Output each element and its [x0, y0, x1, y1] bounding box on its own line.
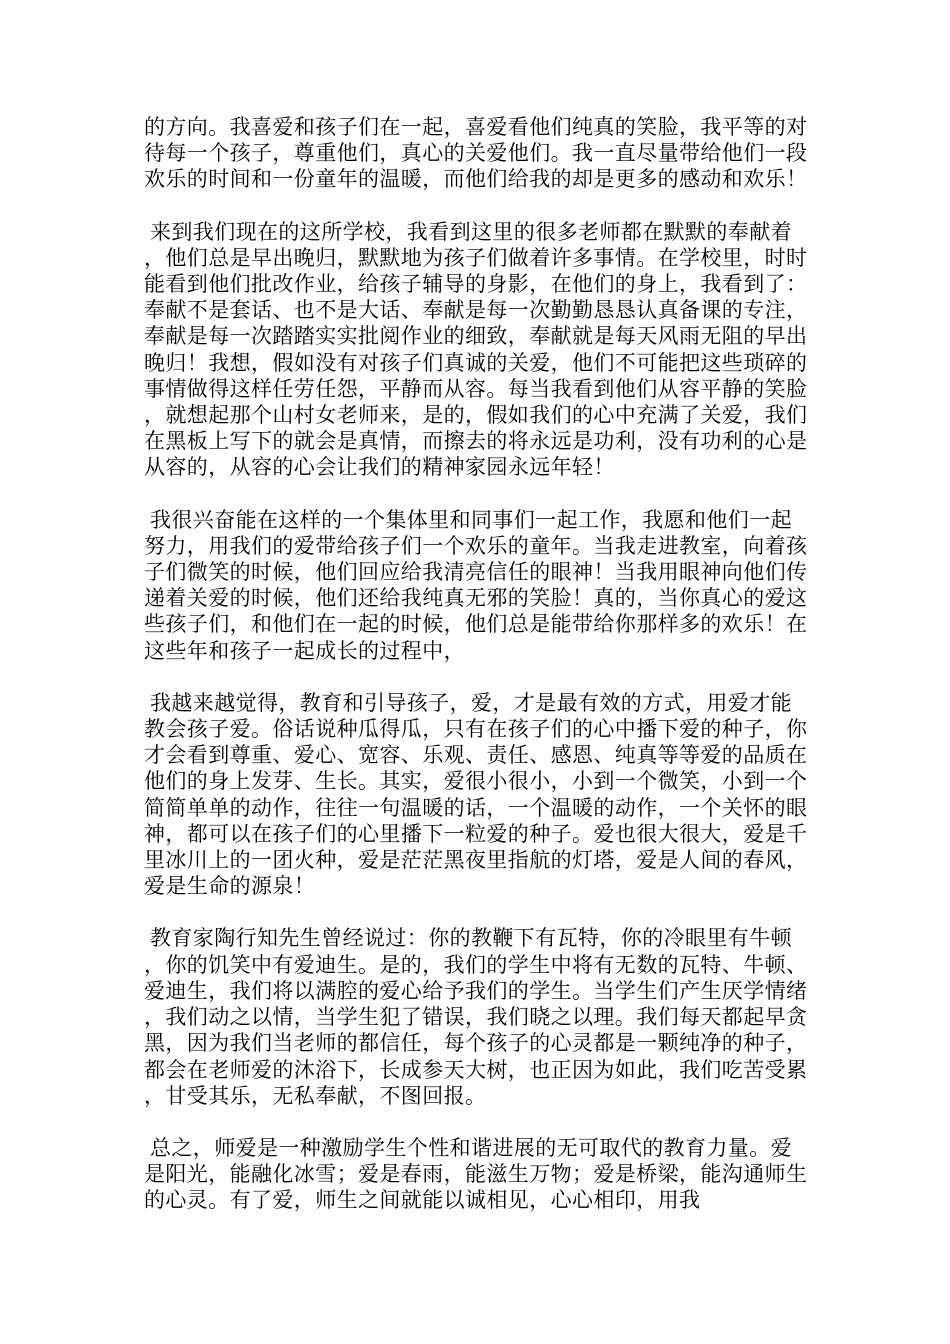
paragraph-4: 我越来越觉得，教育和引导孩子，爱，才是最有效的方式，用爱才能教会孩子爱。俗话说种瓜得瓜，只有在孩子们的心中播下爱的种子，你才会看到尊重、爱心、宽容、乐观、责任、感恩、纯真等等爱的品质在他们的身上发芽、生长。其实，爱很小很小，小到一个微笑，小到一个简简单单的动作，往往一句温暖的话，一个温暖的动作，一个关怀的眼神，都可以在孩子们的心里播下一粒爱的种子。爱也很大很大，爱是千里冰川上的一团火种，爱是茫茫黑夜里指航的灯塔，爱是人间的春风，爱是生命的源泉！	[144, 690, 808, 899]
paragraph-5: 教育家陶行知先生曾经说过：你的教鞭下有瓦特，你的冷眼里有牛顿，你的饥笑中有爱迪生。是的，我们的学生中将有无数的瓦特、牛顿、爱迪生，我们将以满腔的爱心给予我们的学生。当学生们产生厌学情绪，我们动之以情，当学生犯了错误，我们晓之以理。我们每天都起早贪黑，因为我们当老师的都信任，每个孩子的心灵都是一颗纯净的种子，都会在老师爱的沐浴下，长成参天大树，也正因为如此，我们吃苦受累，甘受其乐，无私奉献，不图回报。	[144, 926, 808, 1108]
paragraph-2: 来到我们现在的这所学校，我看到这里的很多老师都在默默的奉献着，他们总是早出晚归，默默地为孩子们做着许多事情。在学校里，时时能看到他们批改作业，给孩子辅导的身影，在他们的身上，我看到了：奉献不是套话、也不是大话、奉献是每一次勤勤恳恳认真备课的专注，奉献是每一次踏踏实实批阅作业的细致，奉献就是每天风雨无阻的早出晚归！我想，假如没有对孩子们真诚的关爱，他们不可能把这些琐碎的事情做得这样任劳任怨，平静而从容。每当我看到他们从容平静的笑脸，就想起那个山村女老师来，是的，假如我们的心中充满了关爱，我们在黑板上写下的就会是真情，而擦去的将永远是功利，没有功利的心是从容的，从容的心会让我们的精神家园永远年轻！	[144, 219, 808, 480]
document-body	[144, 114, 809, 1240]
paragraph-6: 总之，师爱是一种激励学生个性和谐进展的无可取代的教育力量。爱是阳光，能融化冰雪；爱是春雨，能滋生万物；爱是桥梁，能沟通师生的心灵。有了爱，师生之间就能以诚相见，心心相印，用我	[144, 1135, 808, 1213]
paragraph-3: 我很兴奋能在这样的一个集体里和同事们一起工作，我愿和他们一起努力，用我们的爱带给孩子们一个欢乐的童年。当我走进教室，向着孩子们微笑的时候，他们回应给我清亮信任的眼神！当我用眼神向他们传递着关爱的时候，他们还给我纯真无邪的笑脸！真的，当你真心的爱这些孩子们，和他们在一起的时候，他们总是能带给你那样多的欢乐！在这些年和孩子一起成长的过程中，	[144, 507, 808, 663]
paragraph-1: 的方向。我喜爱和孩子们在一起，喜爱看他们纯真的笑脸，我平等的对待每一个孩子，尊重他们，真心的关爱他们。我一直尽量带给他们一段欢乐的时间和一份童年的温暖，而他们给我的却是更多的感动和欢乐！	[144, 115, 808, 192]
